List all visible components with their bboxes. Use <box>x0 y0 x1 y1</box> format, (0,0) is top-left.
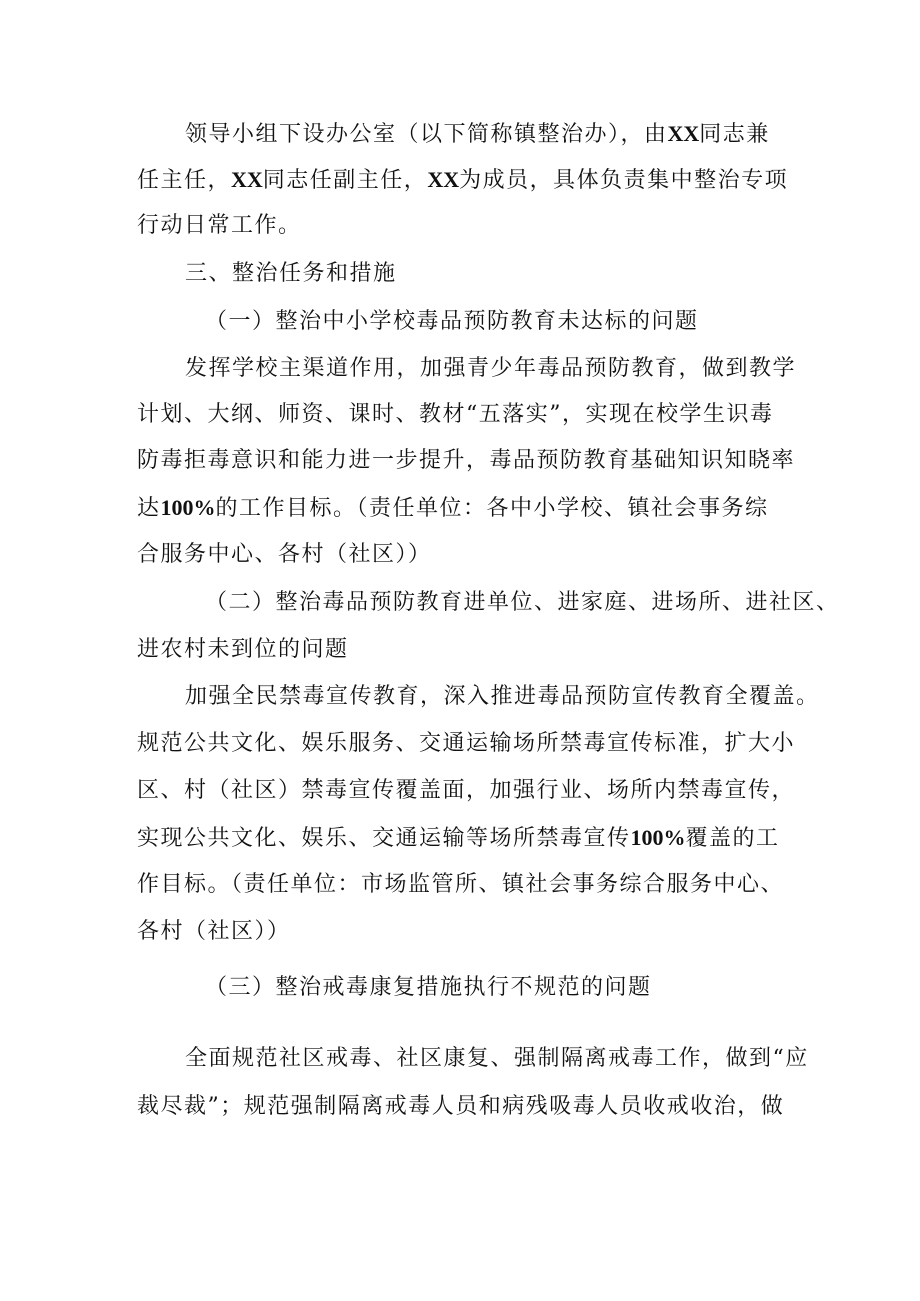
section-heading: 三、整治任务和措施 <box>185 261 397 286</box>
paragraph-line: 区、村（社区）禁毒宣传覆盖面，加强行业、场所内禁毒宣传， <box>137 778 796 803</box>
subsection-heading: 进农村未到位的问题 <box>137 637 349 662</box>
paragraph-line: 各村（社区）） <box>137 919 291 944</box>
paragraph-line: 计划、大纲、师资、课时、教材“五落实”，实现在校学生识毒 <box>137 402 774 427</box>
paragraph-line: 规范公共文化、娱乐服务、交通运输场所禁毒宣传标准，扩大小 <box>137 731 796 756</box>
subsection-heading: （二）整治毒品预防教育进单位、进家庭、进场所、进社区、 <box>205 590 840 615</box>
text-run: 覆盖的工 <box>685 826 780 851</box>
paragraph-line: 发挥学校主渠道作用，加强青少年毒品预防教育，做到教学 <box>185 356 797 381</box>
text-run-bold: 100% <box>630 825 686 850</box>
text-run: 同志兼 <box>699 122 770 147</box>
paragraph-line: 防毒拒毒意识和能力进一步提升，毒品预防教育基础知识知晓率 <box>137 448 796 473</box>
text-run: 实现公共文化、娱乐、交通运输等场所禁毒宣传 <box>137 826 631 851</box>
paragraph-line: 行动日常工作。 <box>137 213 302 238</box>
text-run-bold: XX <box>427 167 460 192</box>
paragraph-line: 作目标。（责任单位：市场监管所、镇社会事务综合服务中心、 <box>137 872 785 897</box>
text-run: 领导小组下设办公室（以下简称镇整治办），由 <box>185 122 668 147</box>
paragraph-line <box>137 166 797 195</box>
text-run-bold: 100% <box>160 495 216 520</box>
paragraph-line: 全面规范社区戒毒、社区康复、强制隔离戒毒工作，做到“应 <box>185 1046 809 1071</box>
paragraph-line <box>137 824 797 853</box>
paragraph-line: 合服务中心、各村（社区）） <box>137 542 432 567</box>
text-run-bold: XX <box>231 167 263 192</box>
paragraph-line: 加强全民禁毒宣传教育，深入推进毒品预防宣传教育全覆盖。 <box>185 684 820 709</box>
text-run: 达 <box>137 496 161 521</box>
text-run: 任主任， <box>137 168 232 193</box>
subsection-heading: （一）整治中小学校毒品预防教育未达标的问题 <box>205 309 699 334</box>
text-run: 的工作目标。（责任单位：各中小学校、镇社会事务综 <box>215 496 769 521</box>
paragraph-line <box>185 120 845 149</box>
text-run: 同志任副主任， <box>262 168 428 193</box>
text-run-bold: XX <box>667 121 700 146</box>
paragraph-line <box>137 494 797 523</box>
text-run: 为成员，具体负责集中整治专项 <box>459 168 789 193</box>
paragraph-line: 裁尽裁”；规范强制隔离戒毒人员和病残吸毒人员收戒收治，做 <box>137 1094 785 1119</box>
subsection-heading: （三）整治戒毒康复措施执行不规范的问题 <box>205 975 652 1000</box>
